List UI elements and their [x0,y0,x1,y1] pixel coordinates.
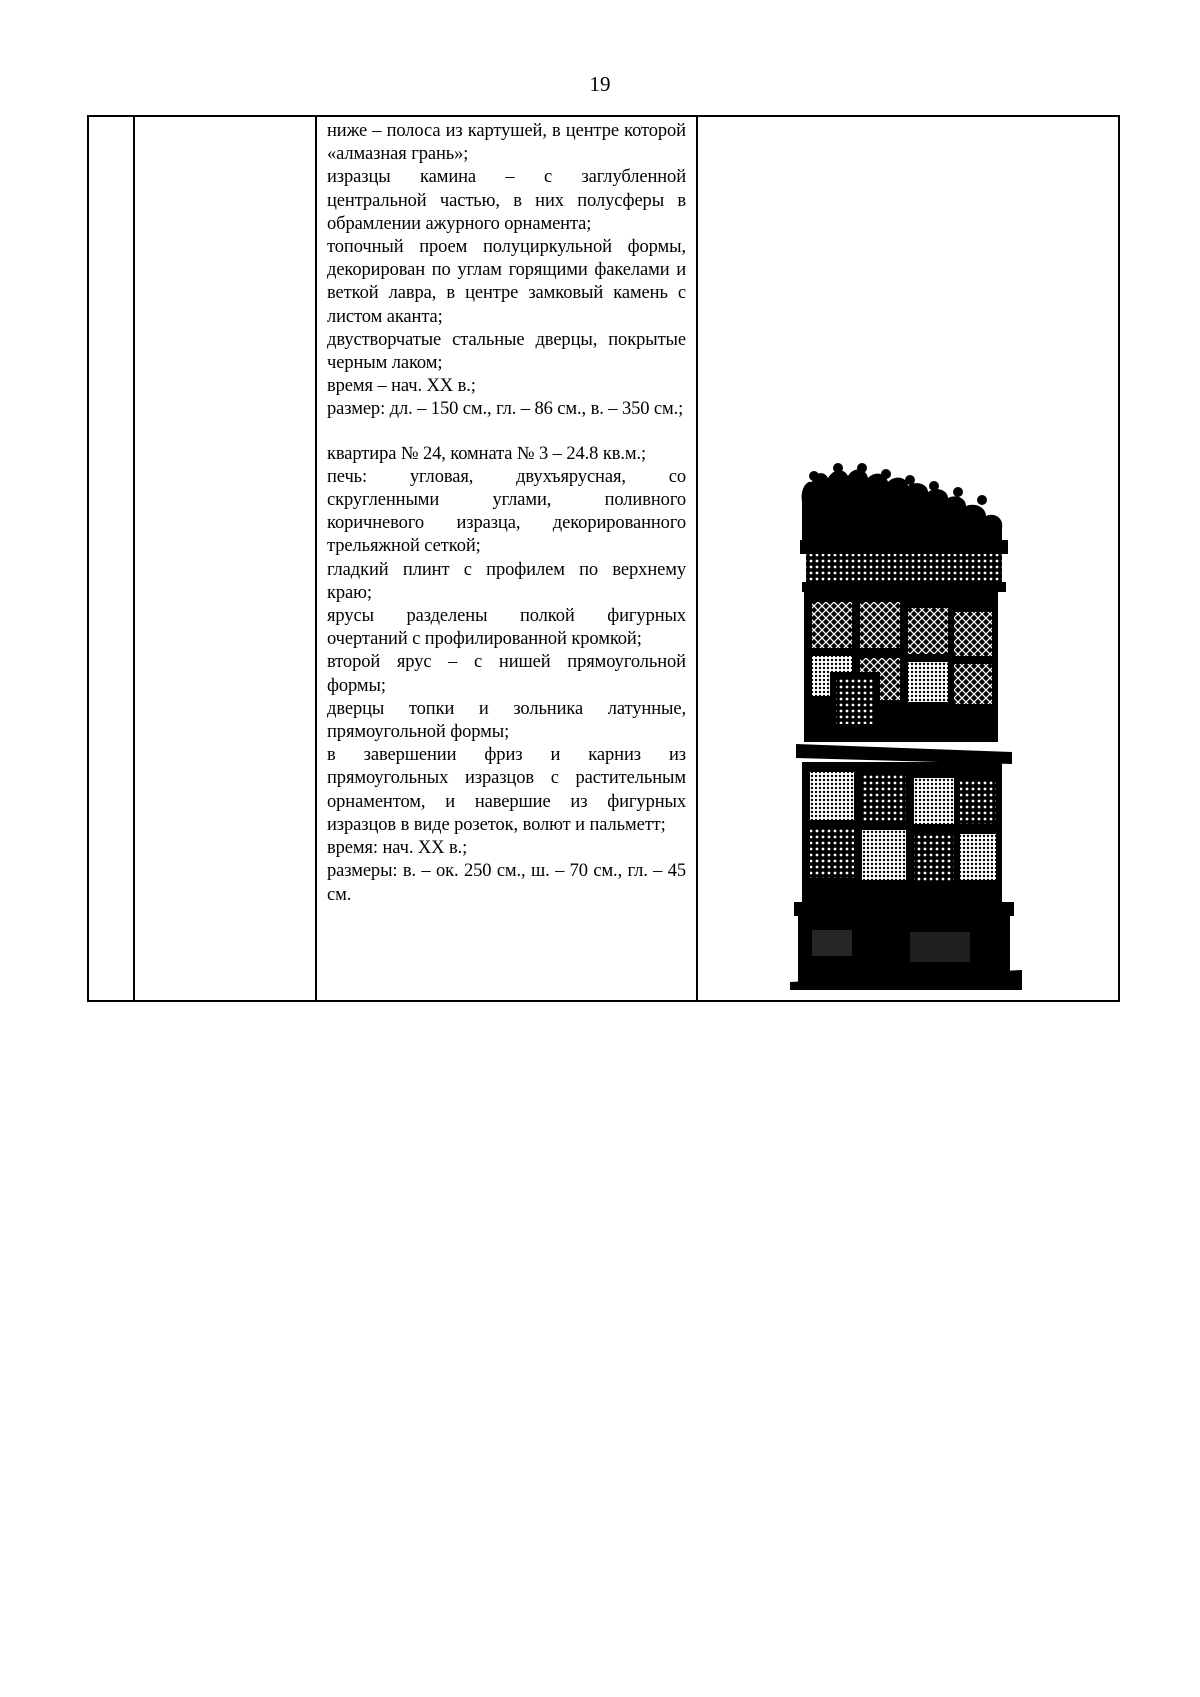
row-number-cell [88,116,134,1001]
object-name-cell [134,116,316,1001]
description-line: размеры: в. – ок. 250 см., ш. – 70 см., гл. – 45 см. [327,861,686,905]
description-line: топочный проем полуциркульной формы, декорирован по углам горящими факелами и веткой лавра, в центре замковый камень с листом аканта; [327,237,686,327]
description-line: ярусы разделены полкой фигурных очертаний с профилированной кромкой; [327,606,686,650]
object-description-table [87,115,1120,1002]
description-line: изразцы камина – с заглубленной центральной частью, в них полусферы в обрамлении ажурного орнамента; [327,167,686,234]
description-line: время: нач. XX в.; [327,838,468,859]
page-number: 19 [589,72,611,96]
description-line: ниже – полоса из картушей, в центре которой «алмазная грань»; [327,121,686,165]
photo-cell [697,116,1119,1001]
stove-crown [802,463,1003,542]
description-cell [316,116,697,1001]
description-line: дверцы топки и зольника латунные, прямоугольной формы; [327,698,686,743]
description-line: в завершении фриз и карниз из прямоугольных изразцов с растительным орнаментом, и навершие из фигурных изразцов в виде розеток, волют и пальметт; [327,745,686,835]
description-text [317,117,696,907]
description-line: квартира № 24, комната № 3 – 24.8 кв.м.; [327,443,647,464]
description-line: двустворчатые стальные дверцы, покрытые черным лаком; [327,329,686,374]
paragraph-gap [327,422,686,443]
description-line: печь: угловая, двухъярусная, со скругленными углами, поливного коричневого изразца, декорированного трельяжной сеткой; [327,466,686,557]
table-row [88,116,1119,1001]
description-line: размер: дл. – 150 см., гл. – 86 см., в. – 350 см.; [327,399,684,420]
tiled-stove-photo [790,462,1022,990]
description-line: второй ярус – с нишей прямоугольной формы; [327,652,686,696]
description-line: время – нач. XX в.; [327,376,476,397]
description-line: гладкий плинт с профилем по верхнему краю; [327,559,686,603]
